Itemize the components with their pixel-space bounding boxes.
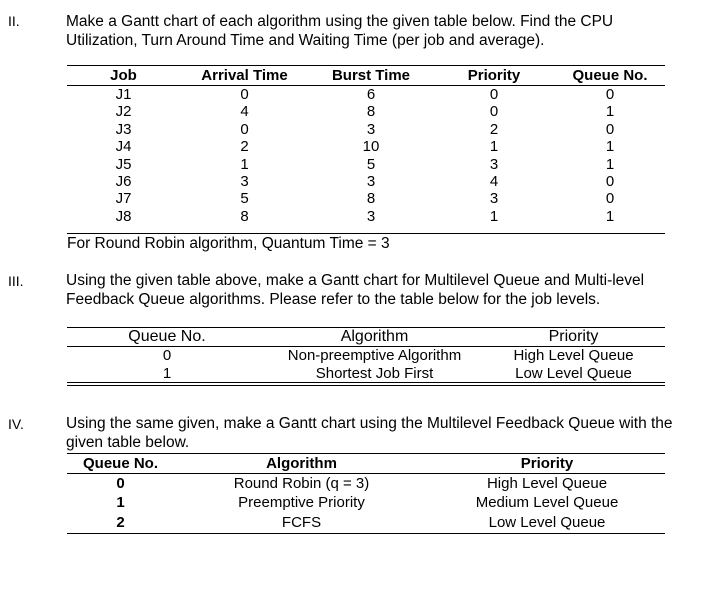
header-priority: Priority — [433, 66, 555, 86]
cell-queue: 0 — [605, 86, 615, 103]
cell-priority: High Level Queue — [513, 347, 634, 364]
feedback-queue-table — [67, 454, 665, 532]
cell-priority: 4 — [489, 173, 499, 191]
round-robin-note: For Round Robin algorithm, Quantum Time = 3 — [67, 235, 390, 252]
table-row — [67, 103, 665, 120]
section-iii-number: III. — [8, 273, 24, 289]
cell-priority: 0 — [489, 103, 499, 121]
feedback-queue-table-header — [67, 454, 665, 474]
cell-algorithm: Round Robin (q = 3) — [233, 475, 370, 492]
cell-job: J3 — [115, 120, 132, 138]
job-table — [67, 66, 665, 225]
header-queue-no: Queue No. — [67, 328, 267, 347]
job-table-header — [67, 66, 665, 86]
cell-burst: 6 — [366, 86, 376, 103]
cell-arrival: 3 — [240, 173, 249, 191]
queue-level-table — [67, 328, 665, 383]
cell-algorithm: Non-preemptive Algorithm — [287, 347, 462, 364]
header-arrival-time: Arrival Time — [180, 66, 309, 86]
cell-burst: 3 — [366, 120, 376, 138]
section-iii-instructions: Using the given table above, make a Gantt chart for Multilevel Queue and Multi-level Feedback Queue algorithms. Please refer to the table below for the job levels. — [66, 272, 645, 308]
cell-priority: 1 — [489, 207, 499, 225]
table-row — [67, 156, 665, 173]
cell-queue: 1 — [605, 138, 615, 156]
cell-job: J8 — [115, 207, 132, 225]
section-iv-instructions: Using the same given, make a Gantt chart using the Multilevel Feedback Queue with the given table below. — [66, 415, 673, 451]
header-queue-no: Queue No. — [67, 454, 174, 474]
cell-priority: Medium Level Queue — [475, 494, 619, 512]
cell-burst: 8 — [366, 103, 376, 121]
header-algorithm: Algorithm — [267, 328, 482, 347]
cell-queue: 0 — [162, 347, 172, 364]
table-2-bottom-rule — [67, 382, 665, 386]
cell-arrival: 4 — [240, 103, 249, 121]
cell-priority: 2 — [489, 120, 499, 138]
cell-queue: 1 — [162, 365, 172, 382]
cell-queue: 2 — [116, 513, 125, 531]
cell-arrival: 8 — [240, 207, 249, 225]
table-row — [67, 474, 665, 494]
cell-queue: 0 — [605, 173, 615, 191]
cell-job: J4 — [115, 138, 132, 156]
table-row — [67, 86, 665, 104]
cell-priority: Low Level Queue — [488, 513, 606, 531]
cell-queue: 0 — [605, 190, 615, 208]
header-queue-no: Queue No. — [555, 66, 665, 86]
table-row — [67, 138, 665, 155]
cell-job: J7 — [115, 190, 132, 208]
cell-algorithm: FCFS — [281, 513, 322, 531]
cell-burst: 3 — [366, 173, 376, 191]
table-row — [67, 121, 665, 138]
table-row — [67, 493, 665, 512]
cell-queue: 1 — [116, 494, 125, 512]
cell-job: J6 — [115, 173, 132, 191]
cell-priority: 3 — [489, 155, 499, 173]
table-row — [67, 208, 665, 225]
header-priority: Priority — [482, 328, 665, 347]
section-ii-number: II. — [8, 13, 20, 29]
cell-arrival: 0 — [240, 86, 249, 103]
cell-arrival: 5 — [240, 190, 249, 208]
table-3-bottom-rule — [67, 533, 665, 534]
table-row — [67, 190, 665, 207]
cell-queue: 1 — [605, 155, 615, 173]
table-row — [67, 173, 665, 190]
cell-job: J2 — [115, 103, 132, 121]
cell-queue: 1 — [605, 207, 615, 225]
header-job: Job — [67, 66, 180, 86]
section-ii-instructions: Make a Gantt chart of each algorithm using the given table below. Find the CPU Utilization, Turn Around Time and Waiting Time (per job and average). — [66, 13, 614, 49]
header-burst-time: Burst Time — [309, 66, 433, 86]
cell-priority: 3 — [489, 190, 499, 208]
cell-arrival: 0 — [240, 120, 249, 138]
cell-burst: 8 — [366, 190, 376, 208]
cell-priority: 1 — [489, 138, 499, 156]
table-row — [67, 513, 665, 532]
cell-priority: 0 — [489, 86, 499, 103]
cell-priority: High Level Queue — [486, 475, 608, 492]
cell-algorithm: Shortest Job First — [315, 365, 434, 382]
table-1-bottom-rule — [67, 233, 665, 234]
table-row — [67, 365, 665, 383]
section-iv-number: IV. — [8, 416, 24, 432]
cell-queue: 0 — [116, 475, 125, 492]
table-row — [67, 347, 665, 366]
cell-job: J5 — [115, 155, 132, 173]
cell-arrival: 1 — [240, 155, 249, 173]
header-algorithm: Algorithm — [174, 454, 429, 474]
cell-burst: 10 — [362, 138, 380, 156]
cell-burst: 5 — [366, 155, 376, 173]
cell-queue: 0 — [605, 120, 615, 138]
cell-arrival: 2 — [240, 138, 249, 156]
cell-priority: Low Level Queue — [515, 365, 632, 382]
cell-queue: 1 — [605, 103, 615, 121]
cell-algorithm: Preemptive Priority — [238, 494, 365, 512]
header-priority: Priority — [429, 454, 665, 474]
cell-burst: 3 — [366, 207, 376, 225]
queue-level-table-header — [67, 328, 665, 347]
cell-job: J1 — [115, 86, 132, 103]
